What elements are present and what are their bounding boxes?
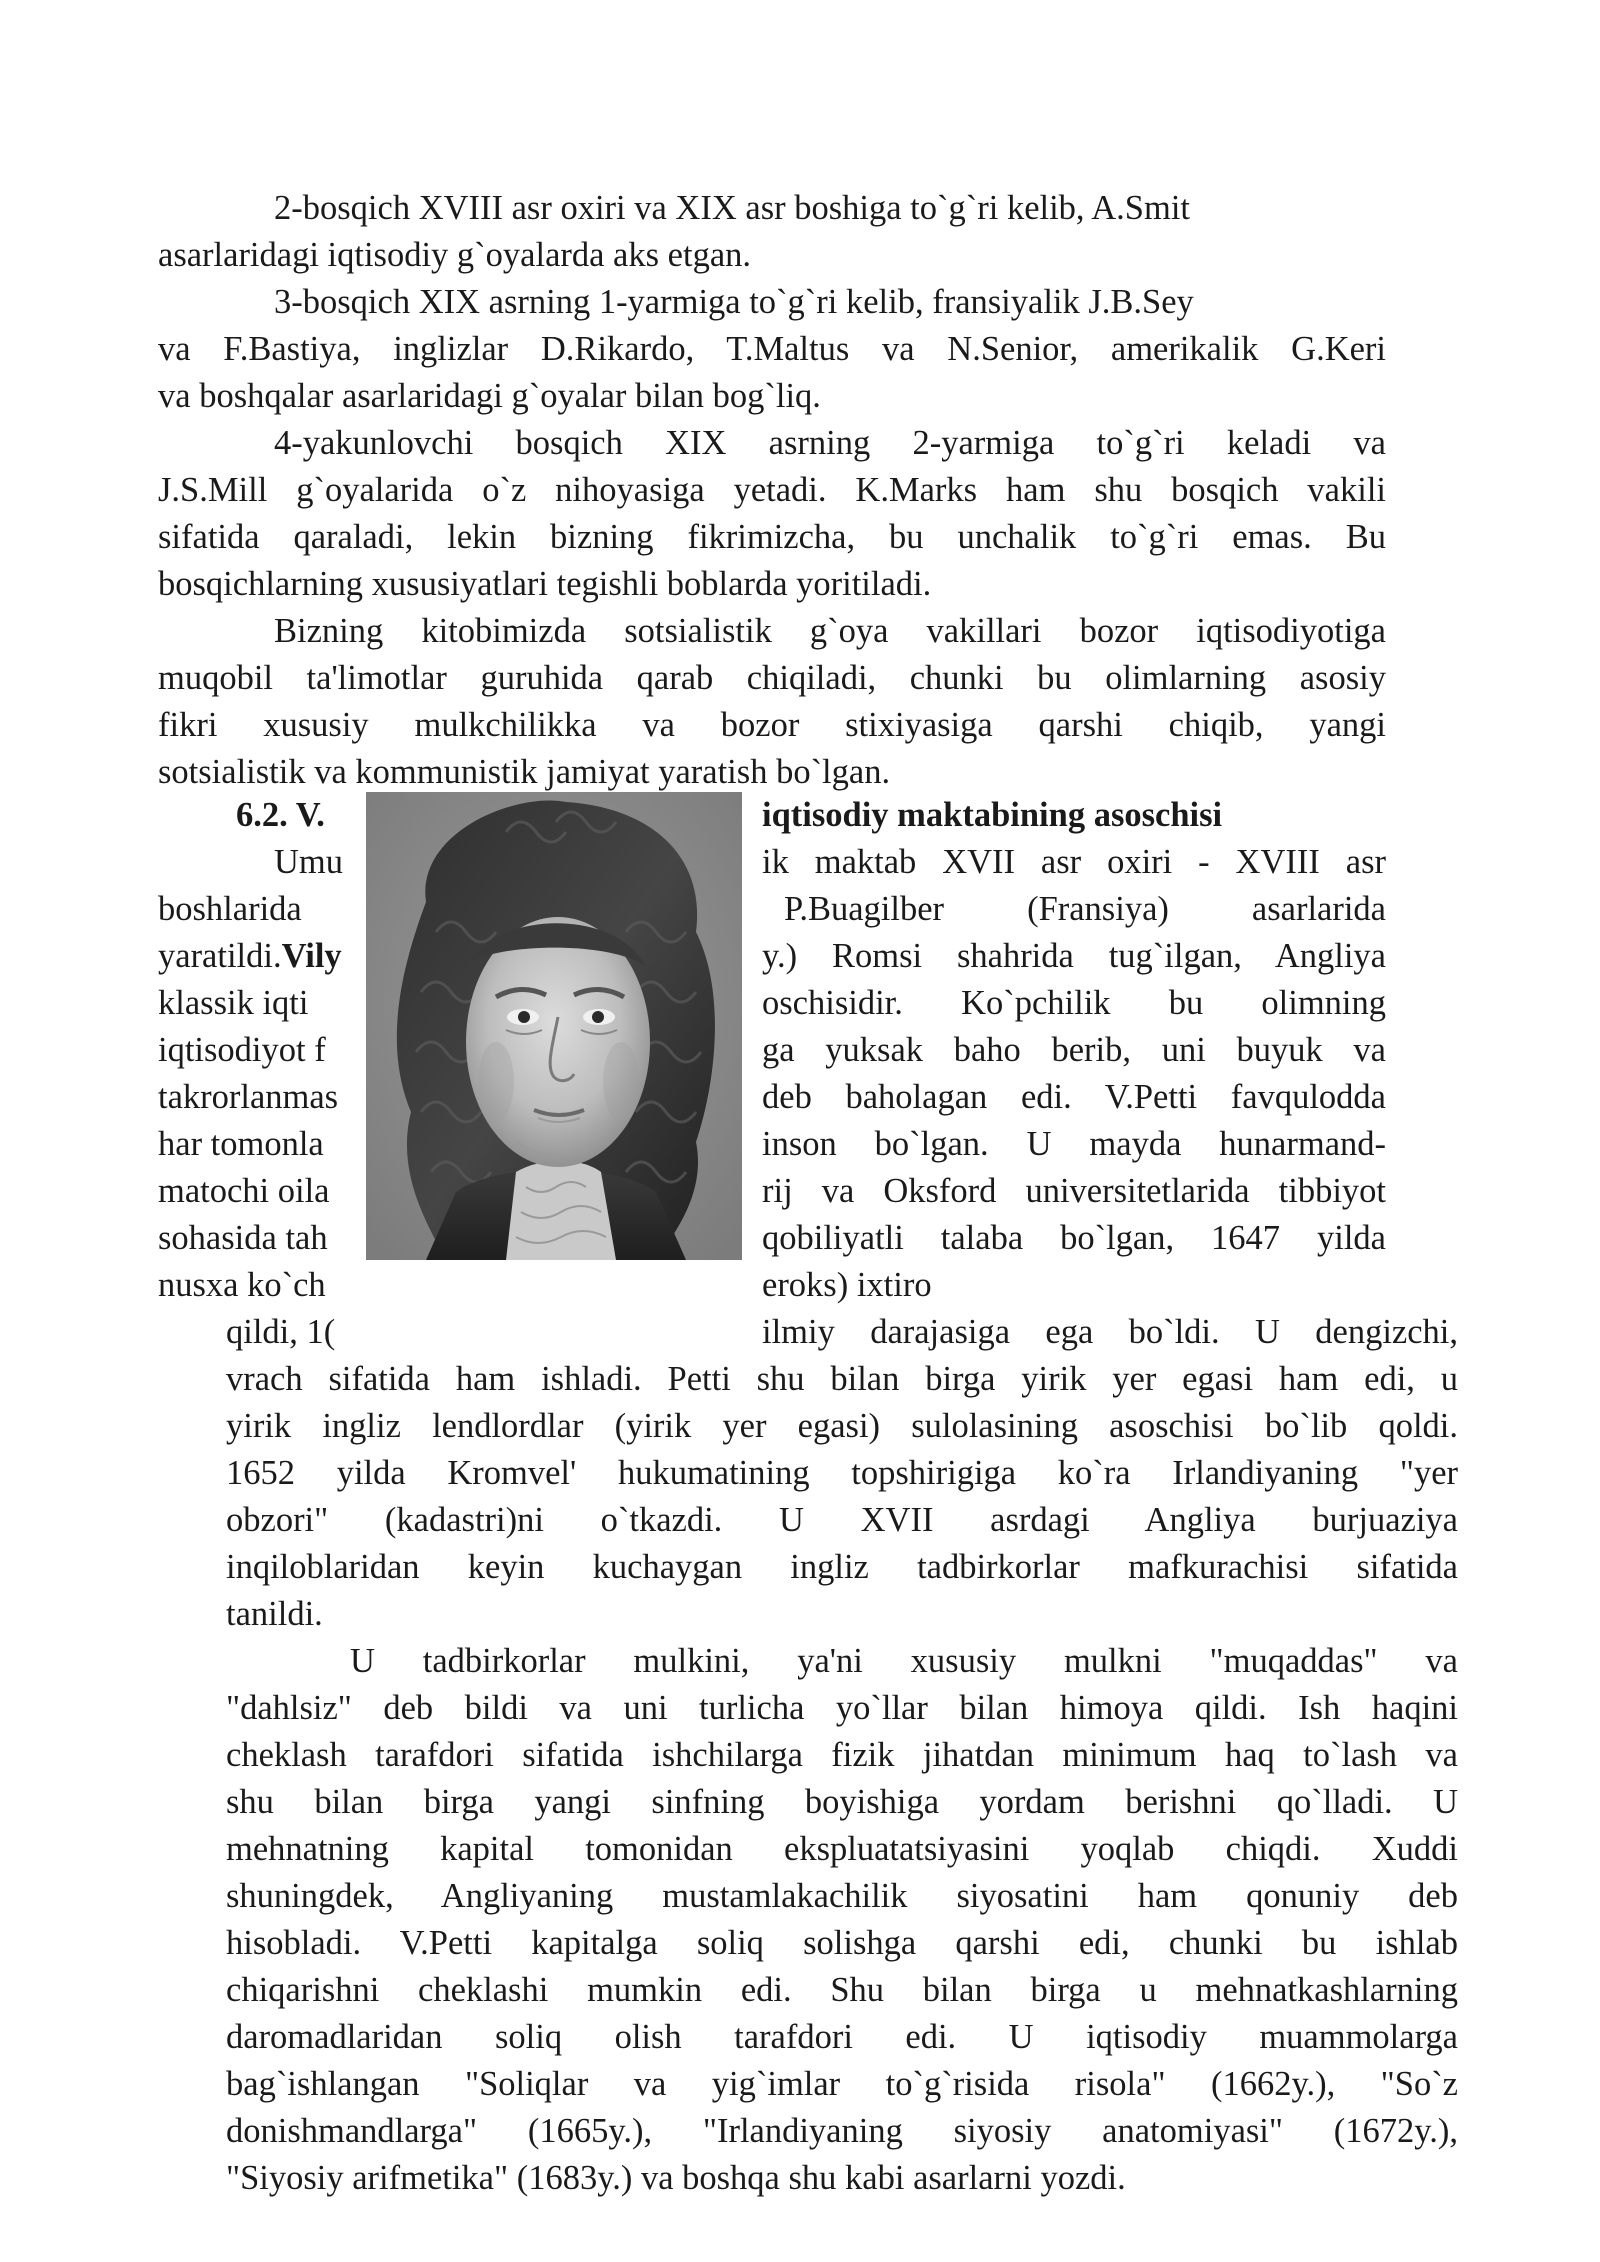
text-line: cheklash tarafdori sifatida ishchilarga fizik jihatdan minimum haq to`lash va [226,1736,1458,1774]
text-fragment: yaratildi. [158,937,282,975]
text-line: sifatida qaraladi, lekin bizning fikrimizcha, bu unchalik to`g`ri emas. Bu [158,518,1386,556]
text-line: hisobladi. V.Petti kapitalga soliq solishga qarshi edi, chunki bu ishlab [226,1924,1458,1962]
text-line: J.S.Mill g`oyalarida o`z nihoyasiga yetadi. K.Marks ham shu bosqich vakili [158,471,1386,509]
text-line: muqobil ta'limotlar guruhida qarab chiqiladi, chunki bu olimlarning asosiy [158,659,1386,697]
text-fragment: deb baholagan edi. V.Petti favqulodda [762,1078,1386,1116]
text-fragment: Umu [274,843,343,881]
text-line: obzori" (kadastri)ni o`tkazdi. U XVII asrdagi Angliya burjuaziya [226,1501,1458,1539]
text-line: daromadlaridan soliq olish tarafdori edi. U iqtisodiy muammolarga [226,2018,1458,2056]
text-fragment: rij va Oksford universitetlarida tibbiyot [762,1172,1386,1210]
text-line: 1652 yilda Kromvel' hukumatining topshirigiga ko`ra Irlandiyaning "yer [226,1454,1458,1492]
text-line: va F.Bastiya, inglizlar D.Rikardo, T.Maltus va N.Senior, amerikalik G.Keri [158,330,1386,368]
text-line: sotsialistik va kommunistik jamiyat yaratish bo`lgan. [158,753,891,791]
text-fragment: iqtisodiyot f [158,1031,326,1069]
text-line: chiqarishni cheklashi mumkin edi. Shu bilan birga u mehnatkashlarning [226,1971,1458,2009]
text-line: Bizning kitobimizda sotsialistik g`oya vakillari bozor iqtisodiyotiga [274,612,1386,650]
text-fragment: inson bo`lgan. U mayda hunarmand- [762,1125,1386,1163]
text-line: mehnatning kapital tomonidan ekspluatatsiyasini yoqlab chiqdi. Xuddi [226,1830,1458,1868]
text-line: va boshqalar asarlaridagi g`oyalar bilan bog`liq. [158,377,821,415]
text-line: fikri xususiy mulkchilikka va bozor stixiyasiga qarshi chiqib, yangi [158,706,1386,744]
text-fragment: ga yuksak baho berib, uni buyuk va [762,1031,1386,1069]
text-fragment: qildi, 1( [226,1313,336,1351]
portrait-image [366,792,742,1260]
text-line: yirik ingliz lendlordlar (yirik yer egasi) sulolasining asoschisi bo`lib qoldi. [226,1407,1458,1445]
text-line: shuningdek, Angliyaning mustamlakachilik siyosatini ham qonuniy deb [226,1877,1458,1915]
text-line: tanildi. [226,1595,323,1633]
text-line: shu bilan birga yangi sinfning boyishiga yordam berishni qo`lladi. U [226,1783,1458,1821]
text-fragment: ilmiy darajasiga ega bo`ldi. U dengizchi, [762,1313,1458,1351]
text-fragment: oschisidir. Ko`pchilik bu olimning [762,984,1386,1022]
text-fragment [158,933,342,980]
text-fragment: takrorlanmas [158,1078,339,1116]
text-fragment: har tomonla [158,1125,324,1163]
text-fragment: P.Buagilber (Fransiya) asarlarida [784,890,1386,928]
text-line: U tadbirkorlar mulkini, ya'ni xususiy mulkni "muqaddas" va [350,1642,1458,1680]
text-line: bosqichlarning xususiyatlari tegishli boblarda yoritiladi. [158,565,932,603]
text-fragment: sohasida tah [158,1219,328,1257]
text-fragment: ik maktab XVII asr oxiri - XVIII asr [762,843,1386,881]
text-line: 4-yakunlovchi bosqich XIX asrning 2-yarmiga to`g`ri keladi va [274,424,1386,462]
text-fragment: y.) Romsi shahrida tug`ilgan, Angliya [762,937,1386,975]
text-fragment: eroks) ixtiro [762,1266,932,1304]
text-line: donishmandlarga" (1665y.), "Irlandiyaning siyosiy anatomiyasi" (1672y.), [226,2112,1458,2150]
text-line: inqiloblaridan keyin kuchaygan ingliz tadbirkorlar mafkurachisi sifatida [226,1548,1458,1586]
text-fragment: boshlarida [158,890,302,928]
text-line: "dahlsiz" deb bildi va uni turlicha yo`llar bilan himoya qildi. Ish haqini [226,1689,1458,1727]
text-line: vrach sifatida ham ishladi. Petti shu bilan birga yirik yer egasi ham edi, u [226,1360,1458,1398]
text-fragment: nusxa ko`ch [158,1266,326,1304]
text-fragment: qobiliyatli talaba bo`lgan, 1647 yilda [762,1219,1386,1257]
text-line: asarlaridagi iqtisodiy g`oyalarda aks etgan. [158,236,752,274]
text-line: 3-bosqich XIX asrning 1-yarmiga to`g`ri kelib, fransiyalik J.B.Sey [274,283,1194,321]
heading-title: iqtisodiy maktabining asoschisi [762,796,1223,834]
person-name-bold: Vily [281,937,342,975]
text-fragment: matochi oila [158,1172,330,1210]
text-line: 2-bosqich XVIII asr oxiri va XIX asr boshiga to`g`ri kelib, A.Smit [274,189,1191,227]
text-line: bag`ishlangan "Soliqlar va yig`imlar to`g`risida risola" (1662y.), "So`z [226,2065,1458,2103]
text-line: "Siyosiy arifmetika" (1683y.) va boshqa shu kabi asarlarni yozdi. [226,2159,1126,2197]
heading-number: 6.2. V. [236,796,325,834]
text-fragment: klassik iqti [158,984,309,1022]
